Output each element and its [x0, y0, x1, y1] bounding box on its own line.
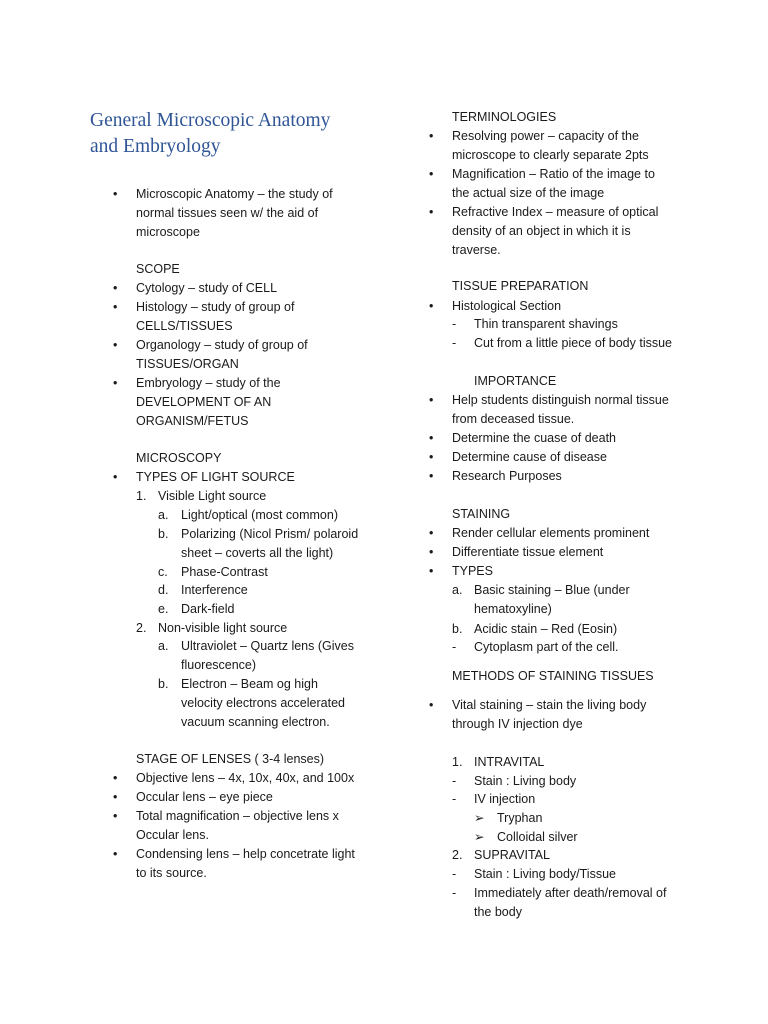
right-marker: -: [452, 792, 457, 806]
right-item-text: microscope to clearly separate 2pts: [452, 148, 649, 162]
right-heading: TERMINOLOGIES: [452, 110, 557, 124]
left-item-text: normal tissues seen w/ the aid of: [136, 206, 319, 220]
right-marker: b.: [452, 622, 463, 636]
right-item-text: Research Purposes: [452, 469, 562, 483]
right-item-text: Stain : Living body/Tissue: [474, 867, 616, 881]
left-marker: d.: [158, 583, 169, 597]
left-item-text: fluorescence): [181, 658, 257, 672]
left-item-text: Objective lens – 4x, 10x, 40x, and 100x: [136, 771, 355, 785]
right-item-text: Magnification – Ratio of the image to: [452, 167, 655, 181]
right-heading: TISSUE PREPARATION: [452, 279, 589, 293]
right-marker: -: [452, 867, 457, 881]
right-item-text: Stain : Living body: [474, 774, 577, 788]
right-marker: •: [429, 431, 434, 445]
right-marker: •: [429, 526, 434, 540]
left-marker: •: [113, 809, 118, 823]
left-marker: c.: [158, 565, 168, 579]
left-marker: •: [113, 300, 118, 314]
document-title: [90, 108, 330, 160]
right-item-text: the actual size of the image: [452, 186, 605, 200]
right-item-text: Render cellular elements prominent: [452, 526, 650, 540]
right-item-text: the body: [474, 905, 522, 919]
left-item-text: TISSUES/ORGAN: [136, 357, 239, 371]
right-item-text: TYPES: [452, 564, 493, 578]
right-item-text: Refractive Index – measure of optical: [452, 205, 659, 219]
right-marker: ➢: [474, 811, 485, 825]
left-marker: •: [113, 376, 118, 390]
left-item-text: TYPES OF LIGHT SOURCE: [136, 470, 295, 484]
left-item-text: Histology – study of group of: [136, 300, 295, 314]
left-heading: SCOPE: [136, 262, 180, 276]
right-marker: •: [429, 393, 434, 407]
right-marker: •: [429, 450, 434, 464]
right-item-text: Determine the cuase of death: [452, 431, 616, 445]
right-marker: •: [429, 564, 434, 578]
left-item-text: Occular lens – eye piece: [136, 790, 273, 804]
left-item-text: to its source.: [136, 866, 207, 880]
right-marker: •: [429, 205, 434, 219]
right-marker: a.: [452, 583, 463, 597]
right-item-text: SUPRAVITAL: [474, 848, 550, 862]
left-item-text: Embryology – study of the: [136, 376, 281, 390]
right-marker: -: [452, 317, 457, 331]
left-item-text: Light/optical (most common): [181, 508, 339, 522]
right-marker: -: [452, 774, 457, 788]
right-item-text: Vital staining – stain the living body: [452, 698, 647, 712]
left-item-text: Polarizing (Nicol Prism/ polaroid: [181, 527, 359, 541]
right-heading: METHODS OF STAINING TISSUES: [452, 669, 654, 683]
left-marker: 2.: [136, 621, 147, 635]
left-item-text: Total magnification – objective lens x: [136, 809, 339, 823]
right-marker: -: [452, 640, 457, 654]
right-item-text: hematoxyline): [474, 602, 552, 616]
right-item-text: Resolving power – capacity of the: [452, 129, 639, 143]
left-item-text: Electron – Beam og high: [181, 677, 318, 691]
left-item-text: Cytology – study of CELL: [136, 281, 278, 295]
left-heading: MICROSCOPY: [136, 451, 222, 465]
right-item-text: density of an object in which it is: [452, 224, 631, 238]
right-item-text: traverse.: [452, 243, 501, 257]
left-item-text: velocity electrons accelerated: [181, 696, 345, 710]
left-marker: 1.: [136, 489, 147, 503]
right-item-text: Determine cause of disease: [452, 450, 607, 464]
right-item-text: Histological Section: [452, 299, 562, 313]
title-line-1: General Microscopic Anatomy: [90, 110, 331, 131]
right-heading: IMPORTANCE: [474, 374, 557, 388]
left-item-text: Condensing lens – help concetrate light: [136, 847, 355, 861]
left-item-text: Dark-field: [181, 602, 235, 616]
left-marker: b.: [158, 527, 169, 541]
right-marker: •: [429, 167, 434, 181]
left-item-text: Visible Light source: [158, 489, 267, 503]
left-item-text: Microscopic Anatomy – the study of: [136, 187, 333, 201]
right-item-text: IV injection: [474, 792, 536, 806]
left-item-text: Organology – study of group of: [136, 338, 308, 352]
left-item-text: vacuum scanning electron.: [181, 715, 330, 729]
left-marker: b.: [158, 677, 169, 691]
right-heading: STAINING: [452, 507, 511, 521]
left-item-text: Phase-Contrast: [181, 565, 268, 579]
right-item-text: Differentiate tissue element: [452, 545, 604, 559]
right-item-text: Help students distinguish normal tissue: [452, 393, 669, 407]
right-item-text: Cytoplasm part of the cell.: [474, 640, 619, 654]
right-marker: •: [429, 698, 434, 712]
right-marker: -: [452, 886, 457, 900]
right-item-text: Basic staining – Blue (under: [474, 583, 630, 597]
left-marker: •: [113, 771, 118, 785]
right-item-text: Tryphan: [497, 811, 543, 825]
right-item-text: Thin transparent shavings: [474, 317, 618, 331]
left-marker: •: [113, 281, 118, 295]
right-marker: •: [429, 129, 434, 143]
right-item-text: Immediately after death/removal of: [474, 886, 667, 900]
left-item-text: Ultraviolet – Quartz lens (Gives: [181, 639, 354, 653]
left-marker: a.: [158, 508, 169, 522]
right-item-text: from deceased tissue.: [452, 412, 575, 426]
left-heading: STAGE OF LENSES ( 3-4 lenses): [136, 752, 325, 766]
left-item-text: DEVELOPMENT OF AN: [136, 395, 272, 409]
left-marker: •: [113, 338, 118, 352]
left-marker: •: [113, 790, 118, 804]
left-item-text: ORGANISM/FETUS: [136, 414, 249, 428]
left-item-text: Occular lens.: [136, 828, 209, 842]
right-marker: 1.: [452, 755, 463, 769]
right-item-text: Cut from a little piece of body tissue: [474, 336, 673, 350]
left-marker: •: [113, 470, 118, 484]
right-item-text: Colloidal silver: [497, 830, 578, 844]
left-item-text: sheet – coverts all the light): [181, 546, 334, 560]
right-item-text: INTRAVITAL: [474, 755, 545, 769]
left-marker: e.: [158, 602, 169, 616]
right-marker: ➢: [474, 830, 485, 844]
right-marker: •: [429, 299, 434, 313]
left-marker: •: [113, 847, 118, 861]
left-item-text: Interference: [181, 583, 248, 597]
left-item-text: CELLS/TISSUES: [136, 319, 233, 333]
right-marker: •: [429, 545, 434, 559]
right-item-text: through IV injection dye: [452, 717, 583, 731]
left-marker: •: [113, 187, 118, 201]
left-marker: a.: [158, 639, 169, 653]
right-item-text: Acidic stain – Red (Eosin): [474, 622, 618, 636]
left-item-text: microscope: [136, 225, 200, 239]
left-item-text: Non-visible light source: [158, 621, 288, 635]
title-line-2: and Embryology: [90, 136, 221, 157]
right-marker: 2.: [452, 848, 463, 862]
right-marker: -: [452, 336, 457, 350]
right-marker: •: [429, 469, 434, 483]
